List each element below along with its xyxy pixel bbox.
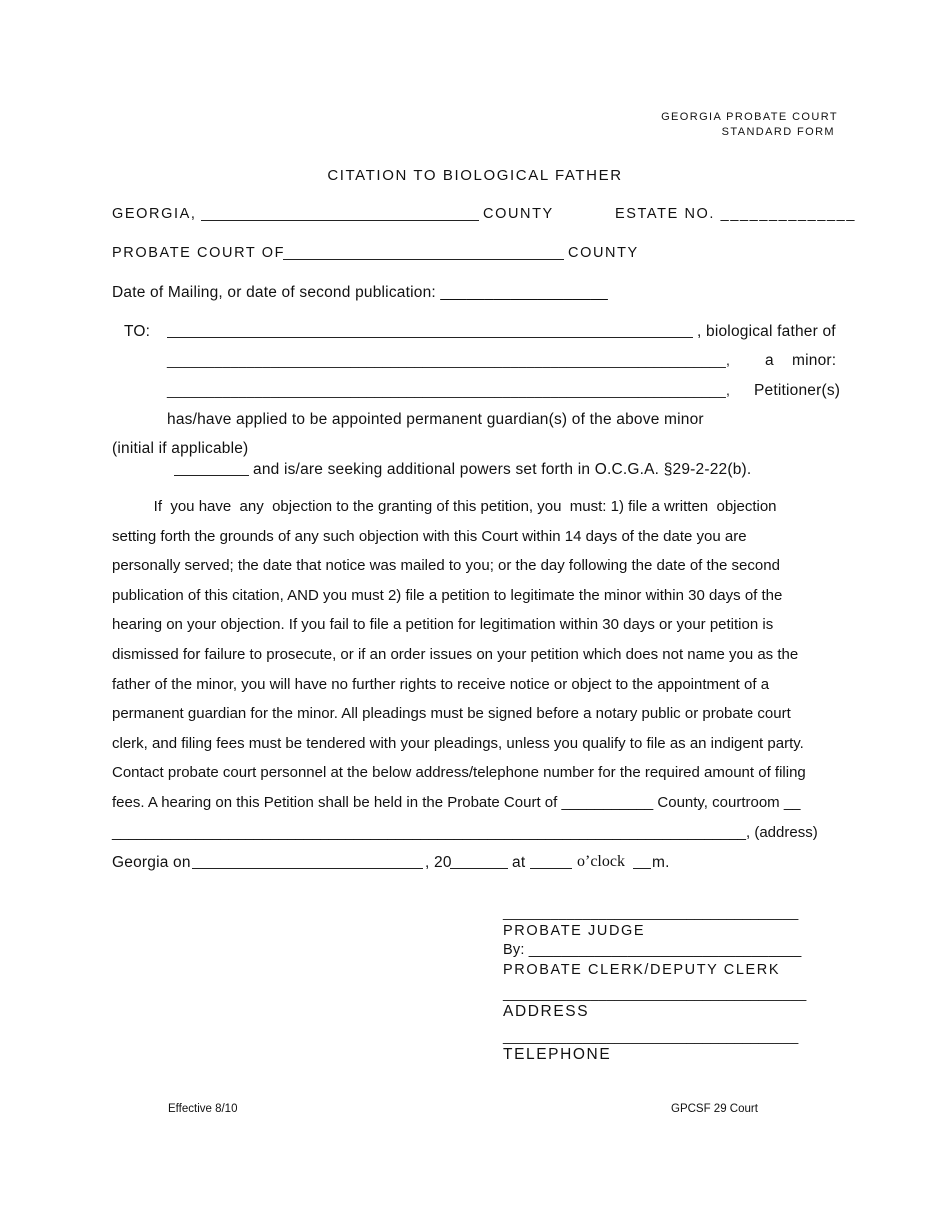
applied-text: has/have applied to be appointed permanent guardian(s) of the above minor [167,411,704,428]
minor-name-field[interactable]: ______________________________________________________________________, [167,352,731,368]
initial-if-applicable-text: (initial if applicable) [112,440,249,457]
to-label: TO: [124,323,151,340]
county-name-field[interactable] [201,206,479,221]
minor-label: minor: [792,352,837,369]
body-line: clerk, and filing fees must be tendered with your pleadings, unless you qualify to file as an indigent party. [112,734,804,752]
body-line: Contact probate court personnel at the below address/telephone number for the required amount of filing [112,764,806,782]
telephone-field[interactable]: _____________________________________ [503,1028,799,1044]
oclock-label: o’clock [577,853,625,870]
minor-a-text: a [765,352,774,369]
body-line: hearing on your objection. If you fail to file a petition for legitimation within 30 days or your petition is [112,616,774,634]
body-line: publication of this citation, AND you must 2) file a petition to legitimate the minor within 30 days of the [112,586,783,604]
body-line: dismissed for failure to prosecute, or if an order issues on your petition which does not name you as the [112,645,799,663]
hearing-county-line[interactable]: fees. A hearing on this Petition shall be held in the Probate Court of ___________ County, courtroom __ [112,793,801,811]
county-label-2: COUNTY [568,245,639,261]
probate-court-of-label: PROBATE COURT OF [112,245,286,261]
probate-county-field[interactable] [283,245,564,260]
hearing-year-field[interactable] [450,854,508,869]
hearing-time-field[interactable] [530,854,572,869]
objection-paragraph [112,492,832,847]
seeking-powers-text: and is/are seeking additional powers set forth in O.C.G.A. §29-2-22(b). [253,461,752,478]
biological-father-label: , biological father of [697,323,836,340]
address-field[interactable]: ______________________________________ [503,985,807,1001]
form-code: GPCSF 29 Court [671,1103,758,1115]
form-header-standard: STANDARD FORM [721,126,835,138]
estate-no-field[interactable]: ESTATE NO. ______________ [615,206,856,222]
at-label: at [512,854,526,871]
body-line: If you have any objection to the granting of this petition, you must: 1) file a written objection [112,498,777,515]
body-line: permanent guardian for the minor. All pleadings must be signed before a notary public or probate court [112,705,791,723]
petitioner-name-field[interactable]: ______________________________________________________________________, [167,382,731,398]
address-label: ADDRESS [503,1003,590,1020]
date-of-mailing-field[interactable]: Date of Mailing, or date of second publication: ___________________ [112,284,608,301]
georgia-label: GEORGIA, [112,206,197,222]
body-line: personally served; the date that notice was mailed to you; or the day following the date of the second [112,557,780,575]
hearing-date-field[interactable] [192,854,423,869]
m-label: m. [652,854,670,871]
clerk-signature-field[interactable]: By: _________________________________ [503,942,802,958]
georgia-on-label: Georgia on [112,854,191,871]
initial-field[interactable] [174,461,249,476]
am-pm-field[interactable] [633,854,651,869]
body-line: father of the minor, you will have no further rights to receive notice or object to the appointment of a [112,675,770,693]
hearing-address-line[interactable]: ____________________________________________________________________________, (address) [112,823,818,841]
probate-clerk-label: PROBATE CLERK/DEPUTY CLERK [503,962,781,978]
effective-date: Effective 8/10 [168,1103,238,1115]
county-label: COUNTY [483,206,554,222]
biological-father-name-field[interactable] [167,323,693,338]
probate-judge-label: PROBATE JUDGE [503,923,646,939]
telephone-label: TELEPHONE [503,1046,612,1063]
year-prefix: , 20 [425,854,452,871]
judge-signature-field[interactable]: _____________________________________ [503,904,799,920]
page-title: CITATION TO BIOLOGICAL FATHER [327,167,623,184]
petitioner-label: Petitioner(s) [754,382,841,399]
form-header-court: GEORGIA PROBATE COURT [661,111,838,123]
body-line: setting forth the grounds of any such objection with this Court within 14 days of the date you are [112,527,747,545]
